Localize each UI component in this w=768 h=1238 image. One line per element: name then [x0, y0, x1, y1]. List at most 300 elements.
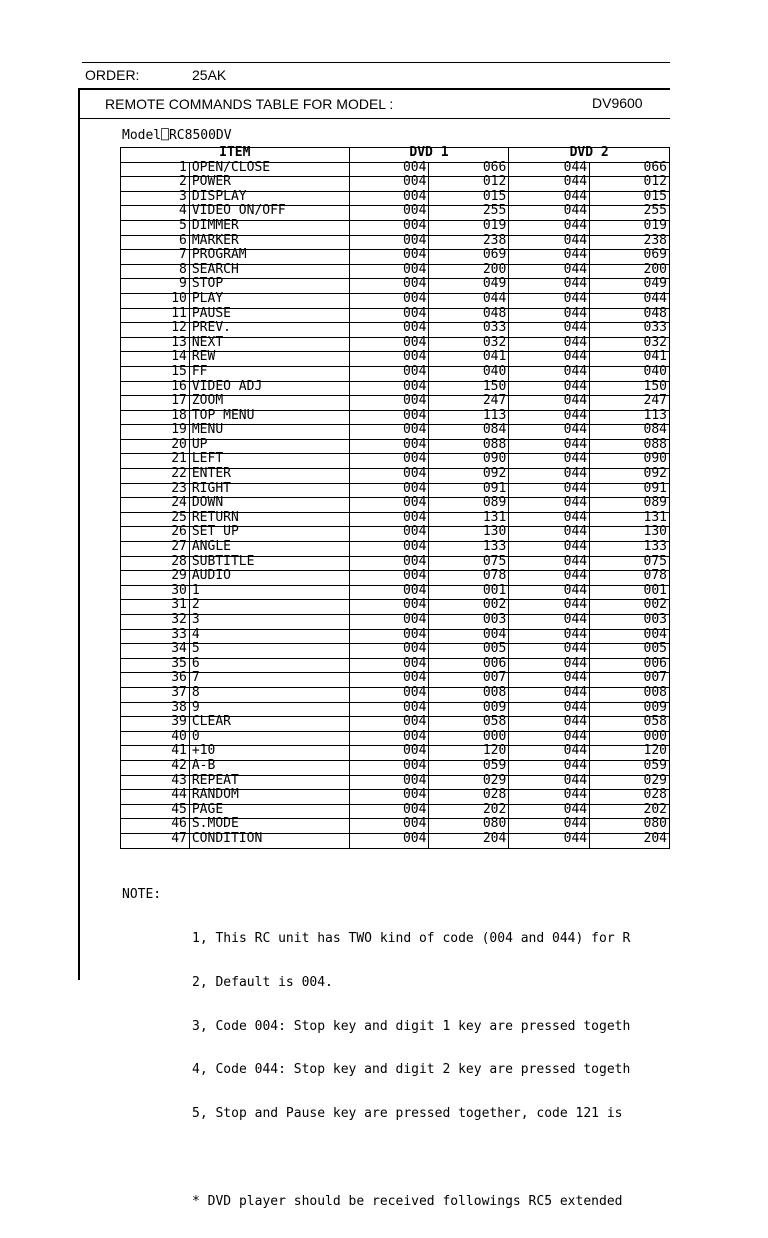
dvd2-command-code: 019	[590, 220, 670, 235]
table-row	[121, 687, 670, 702]
dvd2-system-code: 044	[509, 469, 590, 484]
row-number: 30	[121, 585, 190, 600]
dvd2-command-code: 080	[590, 819, 670, 834]
dvd1-command-code: 078	[429, 571, 509, 586]
dvd1-system-code: 004	[349, 556, 429, 571]
dvd1-command-code: 204	[429, 833, 509, 848]
dvd1-system-code: 004	[349, 746, 429, 761]
dvd2-command-code: 000	[590, 731, 670, 746]
row-number: 16	[121, 381, 190, 396]
dvd1-command-code: 075	[429, 556, 509, 571]
command-name: 4	[189, 629, 349, 644]
dvd1-command-code: 015	[429, 191, 509, 206]
row-number: 8	[121, 264, 190, 279]
dvd2-system-code: 044	[509, 629, 590, 644]
dvd1-command-code: 019	[429, 220, 509, 235]
dvd2-command-code: 090	[590, 454, 670, 469]
row-number: 34	[121, 644, 190, 659]
row-number: 32	[121, 615, 190, 630]
dvd1-command-code: 131	[429, 512, 509, 527]
dvd1-system-code: 004	[349, 571, 429, 586]
table-title: REMOTE COMMANDS TABLE FOR MODEL :	[105, 96, 394, 112]
order-label: ORDER:	[85, 67, 140, 83]
table-row	[121, 615, 670, 630]
dvd1-command-code: 120	[429, 746, 509, 761]
dvd2-system-code: 044	[509, 556, 590, 571]
dvd1-system-code: 004	[349, 308, 429, 323]
table-body	[121, 159, 670, 848]
header-dvd1: DVD 1	[349, 148, 509, 163]
dvd1-system-code: 004	[349, 220, 429, 235]
row-number: 45	[121, 804, 190, 819]
dvd1-command-code: 005	[429, 644, 509, 659]
command-name: TOP MENU	[189, 410, 349, 425]
dvd2-system-code: 044	[509, 191, 590, 206]
dvd2-command-code: 004	[590, 629, 670, 644]
dvd1-command-code: 247	[429, 396, 509, 411]
dvd1-command-code: 048	[429, 308, 509, 323]
dvd1-command-code: 090	[429, 454, 509, 469]
row-number: 42	[121, 760, 190, 775]
row-number: 21	[121, 454, 190, 469]
command-name: PREV.	[189, 323, 349, 338]
dvd2-command-code: 113	[590, 410, 670, 425]
table-row	[121, 717, 670, 732]
dvd1-command-code: 066	[429, 162, 509, 177]
dvd1-command-code: 091	[429, 483, 509, 498]
dvd2-command-code: 089	[590, 498, 670, 513]
dvd2-command-code: 200	[590, 264, 670, 279]
command-name: +10	[189, 746, 349, 761]
table-row	[121, 833, 670, 848]
dvd2-command-code: 091	[590, 483, 670, 498]
command-name: DOWN	[189, 498, 349, 513]
dvd1-system-code: 004	[349, 250, 429, 265]
row-number: 1	[121, 162, 190, 177]
command-name: 2	[189, 600, 349, 615]
command-name: VIDEO ADJ	[189, 381, 349, 396]
dvd2-command-code: 001	[590, 585, 670, 600]
dvd2-command-code: 029	[590, 775, 670, 790]
dvd1-system-code: 004	[349, 469, 429, 484]
dvd2-command-code: 044	[590, 293, 670, 308]
dvd2-command-code: 088	[590, 439, 670, 454]
dvd1-command-code: 058	[429, 717, 509, 732]
dvd2-system-code: 044	[509, 804, 590, 819]
dvd1-command-code: 238	[429, 235, 509, 250]
dvd2-command-code: 069	[590, 250, 670, 265]
row-number: 14	[121, 352, 190, 367]
dvd1-system-code: 004	[349, 731, 429, 746]
dvd2-command-code: 133	[590, 542, 670, 557]
row-number: 44	[121, 790, 190, 805]
row-number: 7	[121, 250, 190, 265]
dvd2-system-code: 044	[509, 687, 590, 702]
dvd1-system-code: 004	[349, 293, 429, 308]
dvd2-system-code: 044	[509, 746, 590, 761]
dvd1-system-code: 004	[349, 323, 429, 338]
dvd2-command-code: 041	[590, 352, 670, 367]
dvd2-command-code: 049	[590, 279, 670, 294]
dvd1-system-code: 004	[349, 804, 429, 819]
table-row	[121, 585, 670, 600]
command-name: 7	[189, 673, 349, 688]
table-row	[121, 658, 670, 673]
command-name: OPEN/CLOSE	[189, 162, 349, 177]
dvd2-command-code: 255	[590, 206, 670, 221]
dvd1-command-code: 049	[429, 279, 509, 294]
dvd1-system-code: 004	[349, 790, 429, 805]
dvd1-system-code: 004	[349, 658, 429, 673]
dvd1-command-code: 069	[429, 250, 509, 265]
dvd1-system-code: 004	[349, 483, 429, 498]
command-name: DIMMER	[189, 220, 349, 235]
row-number: 25	[121, 512, 190, 527]
dvd2-command-code: 058	[590, 717, 670, 732]
dvd1-system-code: 004	[349, 396, 429, 411]
dvd1-system-code: 004	[349, 819, 429, 834]
dvd1-command-code: 080	[429, 819, 509, 834]
row-number: 5	[121, 220, 190, 235]
command-name: UP	[189, 439, 349, 454]
row-number: 3	[121, 191, 190, 206]
dvd2-system-code: 044	[509, 760, 590, 775]
dvd2-system-code: 044	[509, 600, 590, 615]
dvd1-command-code: 001	[429, 585, 509, 600]
dvd1-command-code: 012	[429, 177, 509, 192]
row-number: 9	[121, 279, 190, 294]
order-value: 25AK	[192, 67, 227, 83]
dvd2-system-code: 044	[509, 498, 590, 513]
dvd2-system-code: 044	[509, 819, 590, 834]
dvd1-system-code: 004	[349, 366, 429, 381]
command-name: A-B	[189, 760, 349, 775]
row-number: 4	[121, 206, 190, 221]
dvd2-system-code: 044	[509, 250, 590, 265]
command-name: AUDIO	[189, 571, 349, 586]
row-number: 40	[121, 731, 190, 746]
command-name: MENU	[189, 425, 349, 440]
dvd1-command-code: 040	[429, 366, 509, 381]
command-name: POWER	[189, 177, 349, 192]
command-name: NEXT	[189, 337, 349, 352]
header-item: ITEM	[121, 148, 350, 163]
dvd1-command-code: 033	[429, 323, 509, 338]
table-row	[121, 629, 670, 644]
dvd2-system-code: 044	[509, 483, 590, 498]
row-number: 13	[121, 337, 190, 352]
command-name: VIDEO ON/OFF	[189, 206, 349, 221]
dvd1-system-code: 004	[349, 717, 429, 732]
dvd1-command-code: 007	[429, 673, 509, 688]
dvd1-command-code: 089	[429, 498, 509, 513]
row-number: 22	[121, 469, 190, 484]
dvd1-command-code: 029	[429, 775, 509, 790]
row-number: 23	[121, 483, 190, 498]
command-name: 9	[189, 702, 349, 717]
dvd1-system-code: 004	[349, 439, 429, 454]
row-number: 20	[121, 439, 190, 454]
dvd2-command-code: 131	[590, 512, 670, 527]
row-number: 11	[121, 308, 190, 323]
command-name: CONDITION	[189, 833, 349, 848]
command-name: CLEAR	[189, 717, 349, 732]
dvd2-system-code: 044	[509, 571, 590, 586]
dvd2-system-code: 044	[509, 702, 590, 717]
dvd1-system-code: 004	[349, 542, 429, 557]
notes-label: NOTE:	[122, 887, 162, 903]
row-number: 10	[121, 293, 190, 308]
dvd1-system-code: 004	[349, 585, 429, 600]
dvd2-command-code: 003	[590, 615, 670, 630]
model-number: DV9600	[592, 95, 643, 111]
dvd2-command-code: 008	[590, 687, 670, 702]
dvd2-command-code: 075	[590, 556, 670, 571]
row-number: 31	[121, 600, 190, 615]
row-number: 24	[121, 498, 190, 513]
dvd2-command-code: 012	[590, 177, 670, 192]
command-name: REW	[189, 352, 349, 367]
command-name: 1	[189, 585, 349, 600]
remote-commands-table	[120, 147, 670, 849]
command-name: RIGHT	[189, 483, 349, 498]
note-item: 1, This RC unit has TWO kind of code (004 and 044) for R	[192, 930, 631, 946]
row-number: 33	[121, 629, 190, 644]
dvd1-command-code: 009	[429, 702, 509, 717]
note-item: 2, Default is 004.	[192, 974, 333, 990]
dvd2-command-code: 130	[590, 527, 670, 542]
row-number: 19	[121, 425, 190, 440]
dvd1-command-code: 044	[429, 293, 509, 308]
dvd2-system-code: 044	[509, 658, 590, 673]
row-number: 37	[121, 687, 190, 702]
dvd1-system-code: 004	[349, 600, 429, 615]
dvd2-system-code: 044	[509, 162, 590, 177]
dvd2-system-code: 044	[509, 352, 590, 367]
dvd1-command-code: 150	[429, 381, 509, 396]
dvd1-system-code: 004	[349, 264, 429, 279]
dvd1-system-code: 004	[349, 775, 429, 790]
dvd2-system-code: 044	[509, 381, 590, 396]
table-row	[121, 600, 670, 615]
row-number: 38	[121, 702, 190, 717]
dvd2-command-code: 078	[590, 571, 670, 586]
dvd1-system-code: 004	[349, 191, 429, 206]
command-name: 0	[189, 731, 349, 746]
dvd2-command-code: 150	[590, 381, 670, 396]
command-name: 6	[189, 658, 349, 673]
dvd2-command-code: 247	[590, 396, 670, 411]
dvd1-command-code: 202	[429, 804, 509, 819]
dvd1-system-code: 004	[349, 410, 429, 425]
notes-footer: * DVD player should be received followings RC5 extended	[192, 1193, 631, 1209]
note-item: 5, Stop and Pause key are pressed together, code 121 is	[192, 1106, 631, 1122]
dvd2-command-code: 202	[590, 804, 670, 819]
row-number: 43	[121, 775, 190, 790]
command-name: ZOOM	[189, 396, 349, 411]
dvd1-system-code: 004	[349, 527, 429, 542]
dvd2-system-code: 044	[509, 731, 590, 746]
dvd2-command-code: 120	[590, 746, 670, 761]
dvd1-command-code: 092	[429, 469, 509, 484]
command-name: S.MODE	[189, 819, 349, 834]
rc-model-line: Model⎕RC8500DV	[122, 128, 232, 143]
row-number: 18	[121, 410, 190, 425]
dvd1-system-code: 004	[349, 629, 429, 644]
command-name: LEFT	[189, 454, 349, 469]
dvd1-system-code: 004	[349, 425, 429, 440]
row-number: 29	[121, 571, 190, 586]
row-number: 2	[121, 177, 190, 192]
dvd2-system-code: 044	[509, 512, 590, 527]
dvd1-command-code: 008	[429, 687, 509, 702]
command-name: ENTER	[189, 469, 349, 484]
command-name: PROGRAM	[189, 250, 349, 265]
dvd2-system-code: 044	[509, 775, 590, 790]
row-number: 26	[121, 527, 190, 542]
dvd1-system-code: 004	[349, 760, 429, 775]
dvd2-system-code: 044	[509, 366, 590, 381]
dvd1-system-code: 004	[349, 206, 429, 221]
dvd1-command-code: 084	[429, 425, 509, 440]
command-name: SET UP	[189, 527, 349, 542]
dvd1-system-code: 004	[349, 673, 429, 688]
note-item: 3, Code 004: Stop key and digit 1 key are pressed togeth	[192, 1018, 631, 1034]
dvd2-command-code: 005	[590, 644, 670, 659]
command-name: PLAY	[189, 293, 349, 308]
dvd1-system-code: 004	[349, 833, 429, 848]
dvd2-system-code: 044	[509, 235, 590, 250]
row-number: 47	[121, 833, 190, 848]
dvd2-command-code: 028	[590, 790, 670, 805]
command-name: FF	[189, 366, 349, 381]
dvd1-system-code: 004	[349, 337, 429, 352]
note-item: 4, Code 044: Stop key and digit 2 key are pressed togeth	[192, 1062, 631, 1078]
dvd1-command-code: 059	[429, 760, 509, 775]
row-number: 39	[121, 717, 190, 732]
dvd2-system-code: 044	[509, 585, 590, 600]
command-name: PAGE	[189, 804, 349, 819]
command-name: 8	[189, 687, 349, 702]
dvd1-command-code: 003	[429, 615, 509, 630]
row-number: 15	[121, 366, 190, 381]
row-number: 46	[121, 819, 190, 834]
dvd1-command-code: 088	[429, 439, 509, 454]
dvd1-command-code: 004	[429, 629, 509, 644]
row-number: 41	[121, 746, 190, 761]
row-number: 6	[121, 235, 190, 250]
dvd1-system-code: 004	[349, 177, 429, 192]
dvd1-system-code: 004	[349, 381, 429, 396]
table-row	[121, 644, 670, 659]
dvd2-command-code: 006	[590, 658, 670, 673]
dvd2-system-code: 044	[509, 454, 590, 469]
dvd2-system-code: 044	[509, 410, 590, 425]
dvd1-command-code: 255	[429, 206, 509, 221]
dvd2-system-code: 044	[509, 833, 590, 848]
dvd1-system-code: 004	[349, 702, 429, 717]
dvd2-system-code: 044	[509, 615, 590, 630]
dvd1-system-code: 004	[349, 352, 429, 367]
dvd1-command-code: 028	[429, 790, 509, 805]
dvd2-command-code: 032	[590, 337, 670, 352]
dvd2-command-code: 084	[590, 425, 670, 440]
dvd2-system-code: 044	[509, 337, 590, 352]
row-number: 28	[121, 556, 190, 571]
command-name: 3	[189, 615, 349, 630]
command-name: SEARCH	[189, 264, 349, 279]
table-row	[121, 571, 670, 586]
command-name: MARKER	[189, 235, 349, 250]
dvd1-system-code: 004	[349, 615, 429, 630]
dvd1-command-code: 000	[429, 731, 509, 746]
dvd2-command-code: 015	[590, 191, 670, 206]
dvd2-system-code: 044	[509, 644, 590, 659]
row-number: 35	[121, 658, 190, 673]
dvd2-system-code: 044	[509, 425, 590, 440]
dvd2-command-code: 033	[590, 323, 670, 338]
dvd2-system-code: 044	[509, 323, 590, 338]
dvd2-system-code: 044	[509, 790, 590, 805]
dvd1-system-code: 004	[349, 512, 429, 527]
dvd2-system-code: 044	[509, 279, 590, 294]
command-name: RETURN	[189, 512, 349, 527]
command-name: SUBTITLE	[189, 556, 349, 571]
dvd2-system-code: 044	[509, 293, 590, 308]
command-name: ANGLE	[189, 542, 349, 557]
command-name: DISPLAY	[189, 191, 349, 206]
dvd1-system-code: 004	[349, 687, 429, 702]
dvd1-command-code: 041	[429, 352, 509, 367]
dvd2-command-code: 002	[590, 600, 670, 615]
dvd2-command-code: 238	[590, 235, 670, 250]
command-name: PAUSE	[189, 308, 349, 323]
dvd2-command-code: 007	[590, 673, 670, 688]
dvd1-system-code: 004	[349, 454, 429, 469]
header-dvd2: DVD 2	[509, 148, 670, 163]
dvd2-system-code: 044	[509, 527, 590, 542]
notes-spacer	[122, 1151, 670, 1166]
dvd2-system-code: 044	[509, 717, 590, 732]
command-name: RANDOM	[189, 790, 349, 805]
dvd2-command-code: 048	[590, 308, 670, 323]
dvd2-command-code: 204	[590, 833, 670, 848]
dvd2-system-code: 044	[509, 673, 590, 688]
dvd1-system-code: 004	[349, 279, 429, 294]
row-number: 27	[121, 542, 190, 557]
dvd1-command-code: 133	[429, 542, 509, 557]
row-number: 12	[121, 323, 190, 338]
dvd2-command-code: 059	[590, 760, 670, 775]
command-name: 5	[189, 644, 349, 659]
dvd1-system-code: 004	[349, 498, 429, 513]
table-row	[121, 673, 670, 688]
dvd2-command-code: 040	[590, 366, 670, 381]
row-number: 17	[121, 396, 190, 411]
dvd1-command-code: 130	[429, 527, 509, 542]
dvd2-system-code: 044	[509, 220, 590, 235]
dvd2-system-code: 044	[509, 264, 590, 279]
dvd2-system-code: 044	[509, 308, 590, 323]
dvd2-command-code: 092	[590, 469, 670, 484]
dvd2-command-code: 066	[590, 162, 670, 177]
dvd2-system-code: 044	[509, 206, 590, 221]
command-name: STOP	[189, 279, 349, 294]
dvd2-command-code: 009	[590, 702, 670, 717]
command-name: REPEAT	[189, 775, 349, 790]
row-number: 36	[121, 673, 190, 688]
dvd1-command-code: 002	[429, 600, 509, 615]
